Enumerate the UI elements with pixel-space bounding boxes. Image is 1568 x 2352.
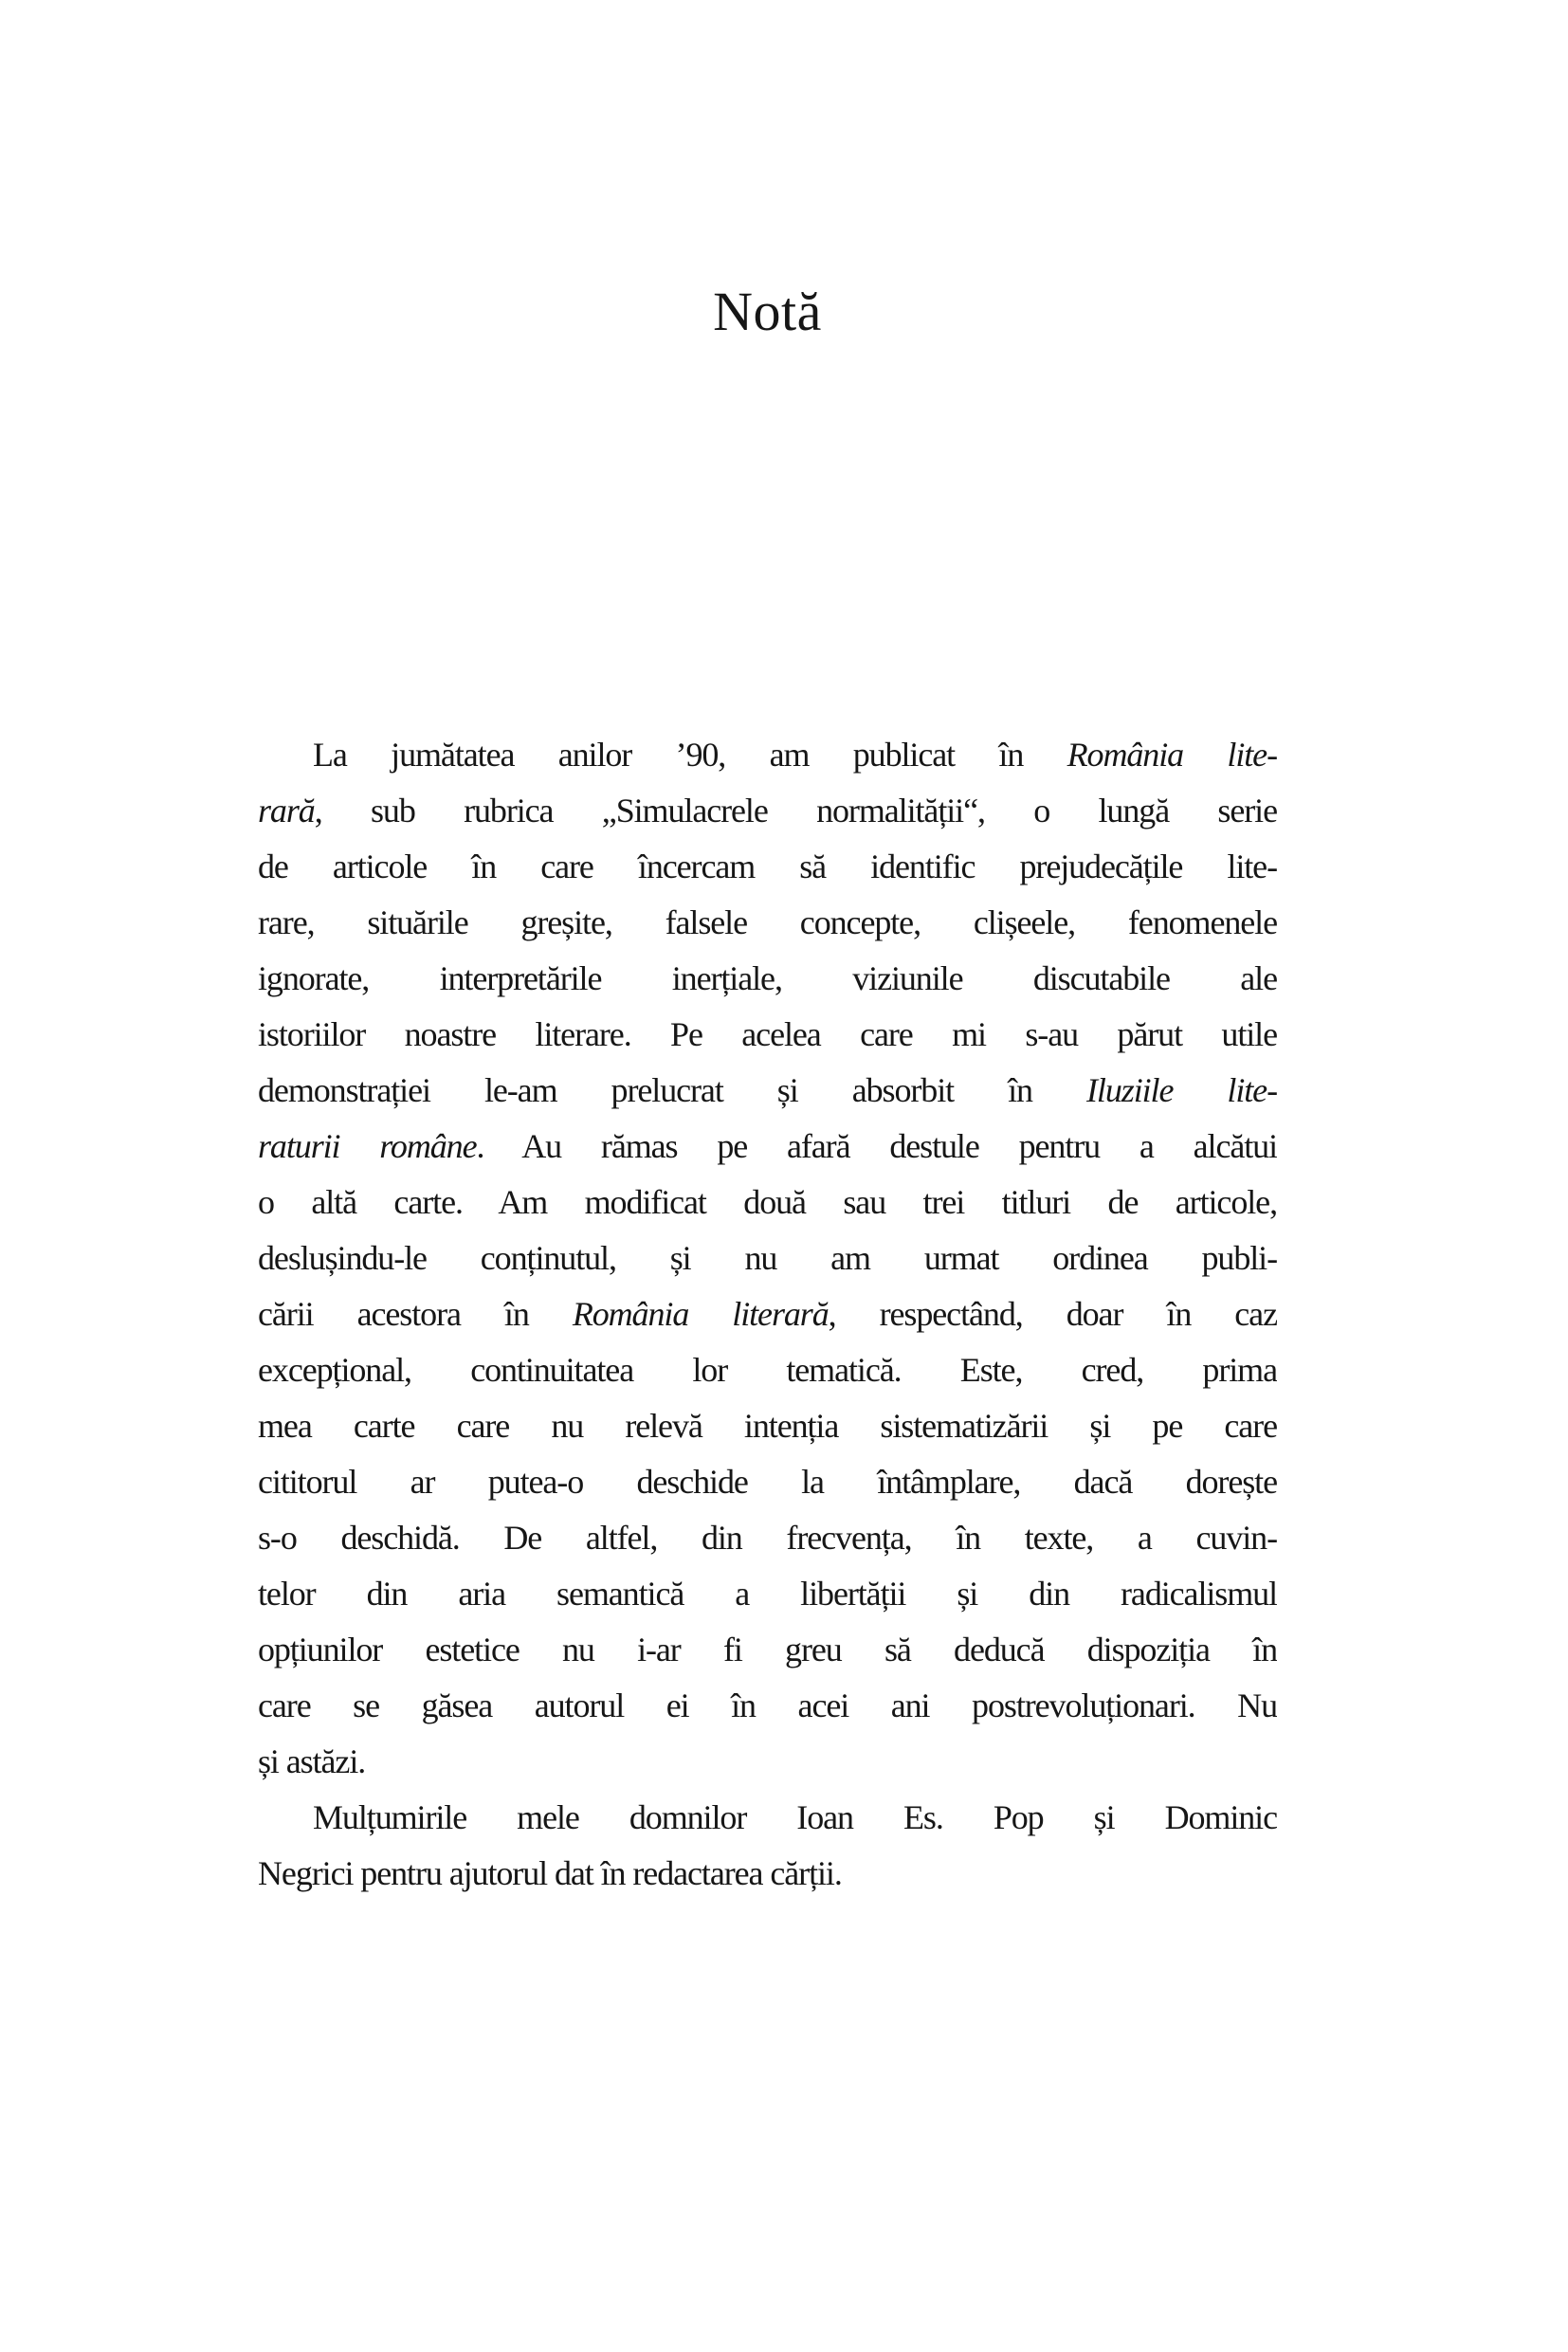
text-segment: excepțional, continuitatea lor tematică. Este, cred, prima <box>258 1351 1277 1389</box>
text-line <box>258 839 1277 895</box>
body-text-block <box>258 727 1277 1902</box>
text-line <box>258 1342 1277 1398</box>
text-segment: Negrici pentru ajutorul dat în redactarea cărții. <box>258 1854 842 1892</box>
text-segment: . Au rămas pe afară destule pentru a alcătui <box>476 1127 1277 1165</box>
text-line <box>258 951 1277 1007</box>
text-segment: mea carte care nu relevă intenția sistematizării și pe care <box>258 1407 1277 1445</box>
text-segment: telor din aria semantică a libertății și din radicalismul <box>258 1575 1277 1613</box>
text-line <box>258 1454 1277 1510</box>
italic-text-segment: rară <box>258 792 315 830</box>
italic-text-segment: raturii române <box>258 1127 477 1165</box>
text-line <box>258 1175 1277 1231</box>
text-segment: care se găsea autorul ei în acei ani postrevoluționari. Nu <box>258 1687 1277 1724</box>
text-line <box>258 1119 1277 1175</box>
text-segment: o altă carte. Am modificat două sau trei titluri de articole, <box>258 1183 1277 1221</box>
text-line <box>258 783 1277 839</box>
italic-text-segment: România literară <box>572 1295 829 1333</box>
text-line <box>258 1286 1277 1342</box>
text-segment: cării acestora în <box>258 1295 573 1333</box>
text-segment: Mulțumirile mele domnilor Ioan Es. Pop și Dominic <box>313 1798 1277 1836</box>
text-segment: opțiunilor estetice nu i-ar fi greu să deducă dispoziția în <box>258 1631 1277 1668</box>
text-segment: demonstrației le-am prelucrat și absorbit în <box>258 1071 1087 1109</box>
text-line <box>258 1510 1277 1566</box>
text-line <box>258 1846 1277 1902</box>
text-line <box>258 1398 1277 1454</box>
text-line <box>258 727 1277 783</box>
text-segment: rare, situările greșite, falsele concepte, clișeele, fenomenele <box>258 903 1277 941</box>
text-segment: de articole în care încercam să identific prejudecățile lite- <box>258 848 1277 885</box>
italic-text-segment: România lite- <box>1067 736 1277 774</box>
text-line <box>258 1007 1277 1063</box>
text-segment: s-o deschidă. De altfel, din frecvența, în texte, a cuvin- <box>258 1519 1277 1557</box>
text-line <box>258 1622 1277 1678</box>
text-line <box>258 1734 1277 1790</box>
text-line <box>258 1231 1277 1286</box>
text-segment: ignorate, interpretările inerțiale, viziunile discutabile ale <box>258 959 1277 997</box>
text-line <box>258 1790 1277 1846</box>
text-segment: și astăzi. <box>258 1742 366 1780</box>
text-segment: La jumătatea anilor ’90, am publicat în <box>313 736 1067 774</box>
text-segment: , sub rubrica „Simulacrele normalității“, o lungă serie <box>314 792 1277 830</box>
text-segment: istoriilor noastre literare. Pe acelea care mi s-au părut utile <box>258 1015 1277 1053</box>
text-line <box>258 1566 1277 1622</box>
italic-text-segment: Iluziile lite- <box>1086 1071 1277 1109</box>
text-segment: cititorul ar putea-o deschide la întâmplare, dacă dorește <box>258 1463 1277 1501</box>
text-segment: , respectând, doar în caz <box>828 1295 1277 1333</box>
page-title: Notă <box>713 281 822 342</box>
text-line <box>258 1063 1277 1119</box>
text-segment: deslușindu-le conținutul, și nu am urmat ordinea publi- <box>258 1239 1277 1277</box>
text-line <box>258 895 1277 951</box>
text-line <box>258 1678 1277 1734</box>
